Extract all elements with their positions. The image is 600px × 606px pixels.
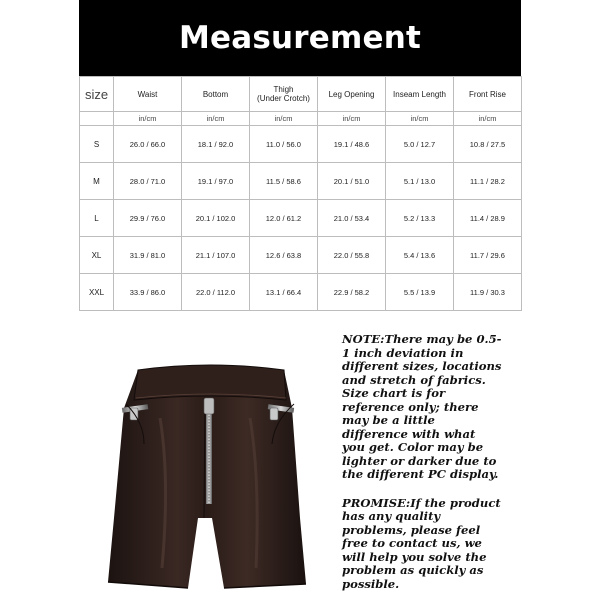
unit-cell: in/cm	[182, 112, 250, 126]
unit-cell: in/cm	[318, 112, 386, 126]
column-header-thigh-label: Thigh	[273, 85, 294, 94]
table-cell: 5.5 / 13.9	[386, 274, 454, 311]
table-cell: 31.9 / 81.0	[114, 237, 182, 274]
column-header-thigh-sub: (Under Crotch)	[257, 94, 310, 103]
table-cell: 5.2 / 13.3	[386, 200, 454, 237]
column-header-leg-opening: Leg Opening	[318, 77, 386, 112]
table-cell: 21.1 / 107.0	[182, 237, 250, 274]
table-cell: 11.4 / 28.9	[454, 200, 522, 237]
size-column-header: size	[80, 77, 114, 112]
table-cell: 29.9 / 76.0	[114, 200, 182, 237]
table-cell: 21.0 / 53.4	[318, 200, 386, 237]
column-header-front-rise: Front Rise	[454, 77, 522, 112]
table-cell: 12.6 / 63.8	[250, 237, 318, 274]
note-text: NOTE:There may be 0.5-1 inch deviation in different sizes, locations and stretch of fabrics. Size chart is for reference only; there may be a little difference with what you get. Color may be lighter or darker due to the different PC display.	[342, 332, 502, 481]
table-cell: 5.1 / 13.0	[386, 163, 454, 200]
table-cell: 26.0 / 66.0	[114, 126, 182, 163]
table-row	[80, 200, 522, 237]
size-chart-table	[79, 76, 522, 311]
table-cell: 19.1 / 97.0	[182, 163, 250, 200]
column-header-thigh	[250, 77, 318, 112]
table-cell: 11.9 / 30.3	[454, 274, 522, 311]
table-cell: 11.5 / 58.6	[250, 163, 318, 200]
table-cell: 11.1 / 28.2	[454, 163, 522, 200]
table-cell: 20.1 / 51.0	[318, 163, 386, 200]
table-cell: 13.1 / 66.4	[250, 274, 318, 311]
table-cell: 12.0 / 61.2	[250, 200, 318, 237]
page-title: Measurement	[178, 20, 422, 56]
zipper-pull	[204, 398, 214, 414]
size-cell: M	[80, 163, 114, 200]
unit-row	[80, 112, 522, 126]
size-cell: XL	[80, 237, 114, 274]
column-header-waist: Waist	[114, 77, 182, 112]
unit-cell: in/cm	[454, 112, 522, 126]
table-cell: 11.0 / 56.0	[250, 126, 318, 163]
unit-cell-blank	[80, 112, 114, 126]
header-banner	[79, 0, 521, 76]
table-cell: 28.0 / 71.0	[114, 163, 182, 200]
table-cell: 33.9 / 86.0	[114, 274, 182, 311]
leather-shorts-photo	[100, 348, 320, 598]
table-cell: 22.9 / 58.2	[318, 274, 386, 311]
column-header-inseam: Inseam Length	[386, 77, 454, 112]
size-cell: S	[80, 126, 114, 163]
table-cell: 11.7 / 29.6	[454, 237, 522, 274]
unit-cell: in/cm	[114, 112, 182, 126]
waistband	[134, 365, 286, 400]
table-cell: 20.1 / 102.0	[182, 200, 250, 237]
table-cell: 10.8 / 27.5	[454, 126, 522, 163]
table-cell: 5.4 / 13.6	[386, 237, 454, 274]
table-row	[80, 274, 522, 311]
table-row	[80, 126, 522, 163]
unit-cell: in/cm	[386, 112, 454, 126]
size-cell: XXL	[80, 274, 114, 311]
table-header-row	[80, 77, 522, 112]
table-cell: 22.0 / 55.8	[318, 237, 386, 274]
table-cell: 5.0 / 12.7	[386, 126, 454, 163]
table-cell: 18.1 / 92.0	[182, 126, 250, 163]
table-cell: 19.1 / 48.6	[318, 126, 386, 163]
unit-cell: in/cm	[250, 112, 318, 126]
size-cell: L	[80, 200, 114, 237]
notes-panel	[342, 333, 502, 606]
table-row	[80, 163, 522, 200]
promise-text: PROMISE:If the product has any quality problems, please feel free to contact us, we will help you solve the problem as quickly as possible.	[342, 495, 501, 591]
column-header-bottom: Bottom	[182, 77, 250, 112]
table-cell: 22.0 / 112.0	[182, 274, 250, 311]
table-row	[80, 237, 522, 274]
